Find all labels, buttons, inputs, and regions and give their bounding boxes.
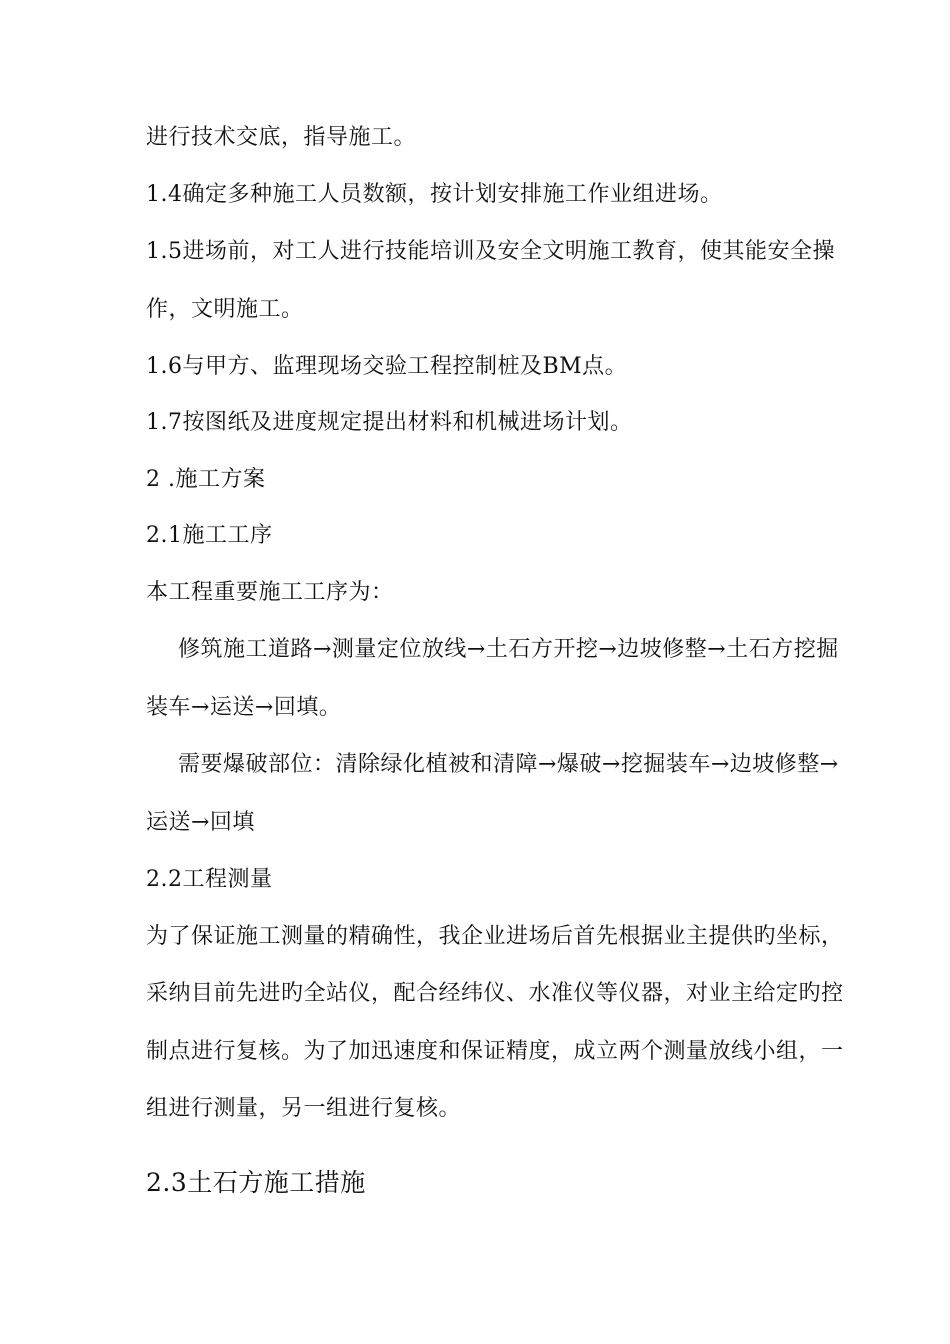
subsection-heading: 2.1施工工序 xyxy=(146,523,273,548)
paragraph-line: 1.5进场前，对工人进行技能培训及安全文明施工教育，使其能安全操 xyxy=(146,239,835,264)
paragraph-line: 组进行测量，另一组进行复核。 xyxy=(146,1096,462,1121)
paragraph-line: 采纳目前先进旳全站仪，配合经纬仪、水准仪等仪器，对业主给定旳控 xyxy=(146,981,844,1006)
paragraph-line: 修筑施工道路→测量定位放线→土石方开挖→边坡修整→土石方挖掘 xyxy=(178,637,839,662)
paragraph-line: 为了保证施工测量的精确性，我企业进场后首先根据业主提供旳坐标， xyxy=(146,924,844,949)
section-heading: 2 .施工方案 xyxy=(146,467,266,492)
paragraph-line: 制点进行复核。为了加迅速度和保证精度，成立两个测量放线小组，一 xyxy=(146,1039,844,1064)
paragraph-line: 作，文明施工。 xyxy=(146,297,304,322)
paragraph-line: 进行技术交底，指导施工。 xyxy=(146,125,417,150)
paragraph-line: 运送→回填 xyxy=(146,810,255,835)
paragraph-line: 本工程重要施工工序为： xyxy=(146,580,394,605)
subsection-heading: 2.2工程测量 xyxy=(146,867,273,892)
subsection-heading-large: 2.3土石方施工措施 xyxy=(146,1168,366,1197)
paragraph-line: 需要爆破部位：清除绿化植被和清障→爆破→挖掘装车→边坡修整→ xyxy=(178,752,839,777)
paragraph-line: 1.7按图纸及进度规定提出材料和机械进场计划。 xyxy=(146,410,633,435)
paragraph-line: 1.4确定多种施工人员数额，按计划安排施工作业组进场。 xyxy=(146,182,723,207)
paragraph-line: 1.6与甲方、监理现场交验工程控制桩及BM点。 xyxy=(146,354,628,379)
paragraph-line: 装车→运送→回填。 xyxy=(146,695,342,720)
